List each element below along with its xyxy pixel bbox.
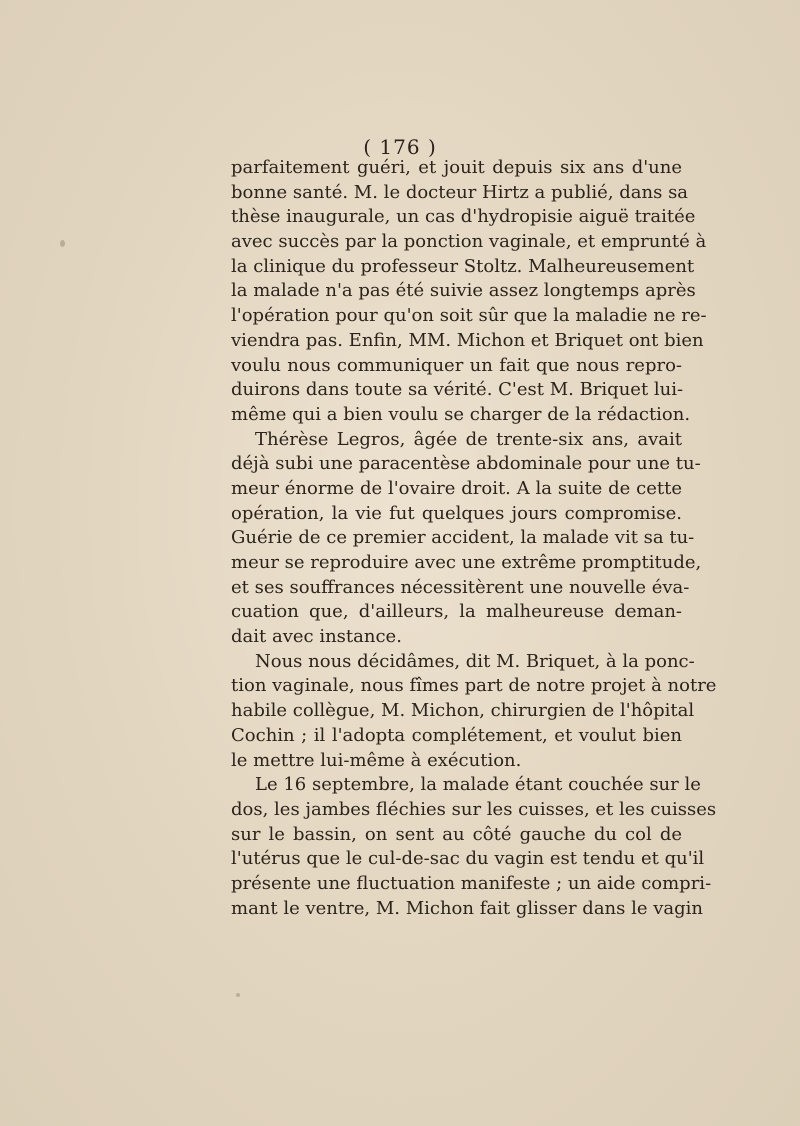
text-line: Nous nous décidâmes, dit M. Briquet, à la ponc- bbox=[255, 650, 695, 672]
text-line: meur se reproduire avec une extrême promptitude, bbox=[231, 552, 702, 573]
body-text bbox=[231, 156, 717, 921]
text-line: meur énorme de l'ovaire droit. A la suite de cette bbox=[231, 477, 682, 499]
text-line: l'opération pour qu'on soit sûr que la maladie ne re- bbox=[231, 305, 707, 327]
page-number: ( 176 ) bbox=[363, 135, 437, 159]
text-line: duirons dans toute sa vérité. C'est M. Briquet lui- bbox=[231, 379, 684, 401]
text-line: le mettre lui-même à exécution. bbox=[231, 749, 522, 771]
text-line: Cochin ; il l'adopta complétement, et voulut bien bbox=[231, 724, 682, 746]
text-line: sur le bassin, on sent au côté gauche du col de bbox=[231, 823, 682, 845]
text-line: parfaitement guéri, et jouit depuis six ans d'une bbox=[231, 157, 682, 178]
text-line: la malade n'a pas été suivie assez longtemps après bbox=[231, 280, 696, 302]
text-line: voulu nous communiquer un fait que nous repro- bbox=[231, 354, 682, 376]
text-line: la clinique du professeur Stoltz. Malheureusement bbox=[231, 255, 695, 277]
text-line: déjà subi une paracentèse abdominale pour une tu- bbox=[231, 453, 701, 475]
ink-spot bbox=[236, 993, 240, 997]
text-line: dos, les jambes fléchies sur les cuisses, et les cuisses bbox=[231, 798, 717, 820]
text-line: mant le ventre, M. Michon fait glisser dans le vagin bbox=[231, 897, 704, 919]
text-line: thèse inaugurale, un cas d'hydropisie aiguë traitée bbox=[231, 206, 696, 228]
text-line: l'utérus que le cul-de-sac du vagin est tendu et qu'il bbox=[231, 848, 705, 870]
text-line: cuation que, d'ailleurs, la malheureuse deman- bbox=[231, 601, 682, 623]
text-line: Le 16 septembre, la malade étant couchée sur le bbox=[255, 774, 701, 796]
text-line: bonne santé. M. le docteur Hirtz a publié, dans sa bbox=[231, 181, 689, 203]
text-line: habile collègue, M. Michon, chirurgien de l'hôpital bbox=[231, 700, 695, 722]
text-line: avec succès par la ponction vaginale, et emprunté à bbox=[231, 231, 707, 253]
text-line: Thérèse Legros, âgée de trente-six ans, avait bbox=[255, 428, 682, 450]
text-line: et ses souffrances nécessitèrent une nouvelle éva- bbox=[231, 576, 690, 598]
text-line: viendra pas. Enfin, MM. Michon et Briquet ont bien bbox=[231, 329, 704, 351]
text-line: Guérie de ce premier accident, la malade vit sa tu- bbox=[231, 527, 695, 549]
text-line: même qui a bien voulu se charger de la rédaction. bbox=[231, 403, 691, 425]
text-line: dait avec instance. bbox=[231, 626, 402, 648]
ink-spot bbox=[60, 240, 65, 247]
text-line: tion vaginale, nous fîmes part de notre projet à notre bbox=[231, 675, 717, 697]
text-line: opération, la vie fut quelques jours compromise. bbox=[231, 502, 682, 524]
text-line: présente une fluctuation manifeste ; un aide compri- bbox=[231, 872, 712, 894]
